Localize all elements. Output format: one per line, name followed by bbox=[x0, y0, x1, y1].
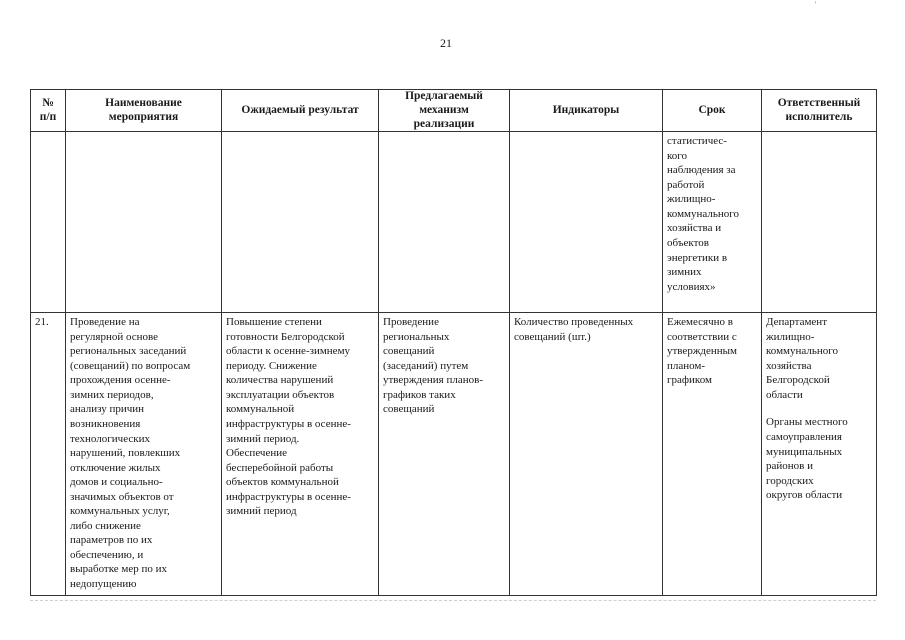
header-number: № п/п bbox=[31, 90, 66, 132]
cell-result: Повышение степени готовности Белгородской области к осенне-зимнему периоду. Снижение количества нарушений эксплуатации объектов коммунальной инфраструктуры в осенне- зимний период. Обеспечение бесперебойной работы объектов коммунальной инфраструктуры в осенне- зимний период bbox=[222, 313, 379, 596]
header-term: Срок bbox=[663, 90, 762, 132]
cell-executor bbox=[762, 132, 877, 313]
cell-number: 21. bbox=[31, 313, 66, 596]
table-row-continuation bbox=[31, 132, 877, 313]
header-result: Ожидаемый результат bbox=[222, 90, 379, 132]
header-indicators: Индикаторы bbox=[510, 90, 663, 132]
header-name: Наименование мероприятия bbox=[66, 90, 222, 132]
cell-term: статистичес- кого наблюдения за работой жилищно- коммунального хозяйства и объектов энергетики в зимних условиях» bbox=[663, 132, 762, 313]
page-number: 21 bbox=[440, 36, 452, 50]
executor-department: Департамент жилищно- коммунального хозяйства Белгородской области bbox=[766, 316, 838, 401]
cell-number bbox=[31, 132, 66, 313]
measures-table bbox=[30, 89, 877, 596]
cell-indicators bbox=[510, 132, 663, 313]
cell-result bbox=[222, 132, 379, 313]
cell-name bbox=[66, 132, 222, 313]
cell-name: Проведение на регулярной основе региональных заседаний (совещаний) по вопросам прохождения осенне- зимних периодов, анализу причин возникновения технологических нарушений, повлекших отключение жилых домов и социально- значимых объектов от коммунальных услуг, либо снижение параметров по их обеспечению, и выработке мер по их недопущению bbox=[66, 313, 222, 596]
table-header-row bbox=[31, 90, 877, 132]
header-mechanism: Предлагаемый механизм реализации bbox=[379, 90, 510, 132]
cell-term: Ежемесячно в соответствии с утвержденным планом- графиком bbox=[663, 313, 762, 596]
stray-mark: ' bbox=[815, 0, 817, 9]
cell-mechanism bbox=[379, 132, 510, 313]
cell-indicators: Количество проведенных совещаний (шт.) bbox=[510, 313, 663, 596]
cell-executor bbox=[762, 313, 877, 596]
executor-local-authorities: Органы местного самоуправления муниципальных районов и городских округов области bbox=[766, 416, 848, 502]
header-executor: Ответственный исполнитель bbox=[762, 90, 877, 132]
table-row-21 bbox=[31, 313, 877, 596]
page-bottom-rule bbox=[30, 600, 876, 601]
cell-mechanism: Проведение региональных совещаний (заседаний) путем утверждения планов- графиков таких совещаний bbox=[379, 313, 510, 596]
